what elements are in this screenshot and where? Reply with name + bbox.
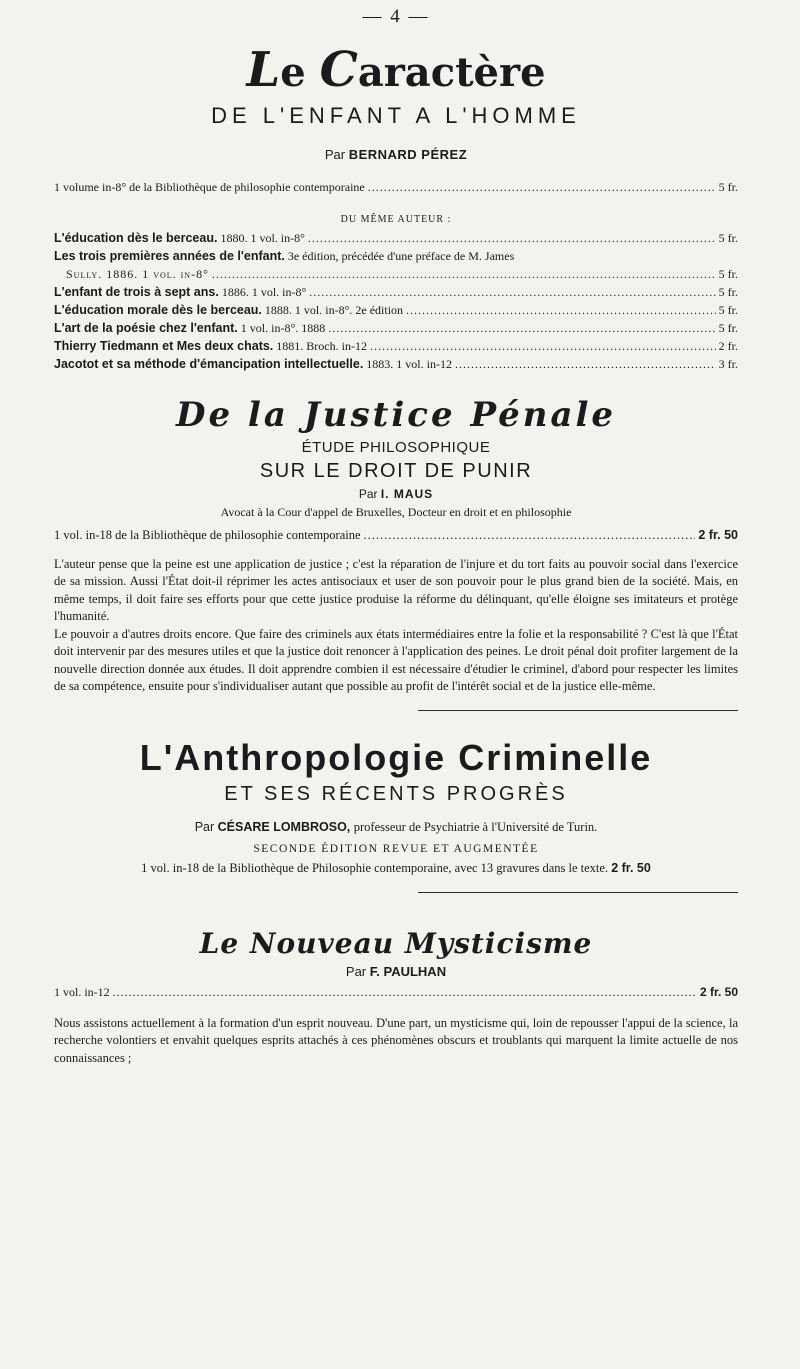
book2-paragraph-2: Le pouvoir a d'autres droits encore. Que faire des criminels aux états intermédiaires entre la folie et la responsabilité ? C'est là que l'État doit intervenir par des mesures utiles et que la justice doit renoncer à l'application des peines. Le droit pénal doit profiter largement de la nouvelle direction donnée aux études. Il doit apprendre combien il est nécessaire d'étudier le criminel, d'abord pour respecter les limites de sa compétence, ensuite pour s'individualiser autant que possible au profit de l'intérêt social et de la justice elle-même. xyxy=(54,626,738,694)
leader-dots xyxy=(308,229,716,247)
book2-author: I. MAUS xyxy=(380,486,434,501)
book3-price: 2 fr. 50 xyxy=(611,860,651,875)
same-author-heading: DU MÊME AUTEUR : xyxy=(340,213,452,225)
book4-author-prefix: Par xyxy=(345,963,367,979)
book1-title-part-1: e xyxy=(280,49,306,96)
book4-author-line xyxy=(54,964,738,979)
work-row-2 xyxy=(54,283,738,301)
book4-edition-row xyxy=(54,983,738,1001)
work-details: 1880. 1 vol. in-8° xyxy=(220,230,305,245)
leader-dots xyxy=(364,526,696,544)
work-price: 2 fr. xyxy=(718,338,738,353)
book2-author-line xyxy=(54,487,738,501)
book2-edition: 1 vol. in-18 de la Bibliothèque de philosophie contemporaine xyxy=(54,527,361,542)
book4-author: F. PAULHAN xyxy=(369,963,447,979)
book1-price: 5 fr. xyxy=(718,179,738,194)
work-price: 5 fr. xyxy=(718,266,738,281)
work-row-6 xyxy=(54,355,738,373)
work-title: L'éducation morale dès le berceau. xyxy=(54,302,262,317)
section-divider xyxy=(418,710,738,711)
work-title: L'art de la poésie chez l'enfant. xyxy=(54,320,238,335)
work-details: 1881. Broch. in-12 xyxy=(276,338,367,353)
work-details: 3e édition, précédée d'une préface de M. James xyxy=(287,248,515,263)
book1-title xyxy=(54,44,738,97)
book4-paragraph: Nous assistons actuellement à la formation d'un esprit nouveau. D'une part, un mysticisme qui, loin de repousser l'appui de la science, la recherche volontiers et envahit quelques esprits attachés à ces phénomènes obscurs et troublants qui marquent la limite actuelle de nos connaissances ; xyxy=(54,1015,738,1065)
book1-subtitle: DE L'ENFANT A L'HOMME xyxy=(211,102,581,128)
work-row-0 xyxy=(54,229,738,247)
book3-author-line xyxy=(54,820,738,835)
work-title: Jacotot et sa méthode d'émancipation intellectuelle. xyxy=(54,356,364,371)
book2-edition-row xyxy=(54,526,738,544)
book3-author-role: professeur de Psychiatrie à l'Université de Turin. xyxy=(353,819,598,834)
book1-author-line xyxy=(54,147,738,162)
work-row-1-line2 xyxy=(54,265,738,283)
work-title: L'enfant de trois à sept ans. xyxy=(54,284,219,299)
book1-author: BERNARD PÉREZ xyxy=(348,146,468,162)
work-details-continued: Sully. 1886. 1 vol. in-8° xyxy=(66,266,209,281)
book2-price: 2 fr. 50 xyxy=(698,527,738,542)
book3-author-prefix: Par xyxy=(194,819,215,834)
work-details: 1888. 1 vol. in-8°. 2e édition xyxy=(264,302,404,317)
book1-edition-row xyxy=(54,178,738,196)
book1-edition: 1 volume in-8° de la Bibliothèque de philosophie contemporaine xyxy=(54,179,365,194)
leader-dots xyxy=(368,178,716,196)
book4-title: Le Nouveau Mysticisme xyxy=(199,926,593,960)
work-title: L'éducation dès le berceau. xyxy=(54,230,218,245)
work-price: 5 fr. xyxy=(718,320,738,335)
leader-dots xyxy=(406,301,716,319)
book4-edition: 1 vol. in-12 xyxy=(54,984,110,999)
work-price: 3 fr. xyxy=(718,356,738,371)
book3-edition: 1 vol. in-18 de la Bibliothèque de Philosophie contemporaine, avec 13 gravures dans le texte. xyxy=(141,860,609,875)
book4-price: 2 fr. 50 xyxy=(699,984,738,999)
work-row-5 xyxy=(54,337,738,355)
leader-dots xyxy=(113,983,697,1001)
work-row-4 xyxy=(54,319,738,337)
leader-dots xyxy=(309,283,715,301)
work-price: 5 fr. xyxy=(718,302,738,317)
book2-author-prefix: Par xyxy=(358,486,378,501)
leader-dots xyxy=(455,355,716,373)
work-title: Les trois premières années de l'enfant. xyxy=(54,248,285,263)
book2-title: De la Justice Pénale xyxy=(175,394,617,435)
book2-affiliation: Avocat à la Cour d'appel de Bruxelles, Docteur en droit et en philosophie xyxy=(220,504,572,519)
leader-dots xyxy=(370,337,716,355)
book3-edition-line xyxy=(54,861,738,876)
book3-subtitle: ET SES RÉCENTS PROGRÈS xyxy=(224,782,568,805)
page-number: — 4 — xyxy=(362,6,430,27)
work-row-1-line1 xyxy=(54,247,738,265)
book1-author-prefix: Par xyxy=(324,146,346,162)
book3-edition-note: SECONDE ÉDITION REVUE ET AUGMENTÉE xyxy=(253,842,539,855)
book3-title: L'Anthropologie Criminelle xyxy=(139,736,653,778)
section-divider xyxy=(418,892,738,893)
book2-subtitle-1: ÉTUDE PHILOSOPHIQUE xyxy=(301,438,491,456)
book1-title-initial-2: C xyxy=(319,42,358,98)
work-price: 5 fr. xyxy=(718,230,738,245)
leader-dots xyxy=(212,265,716,283)
work-title: Thierry Tiedmann et Mes deux chats. xyxy=(54,338,274,353)
book2-paragraph-1: L'auteur pense que la peine est une application de justice ; c'est la réparation de l'injure et du tort faits au pouvoir social dans l'exercice de sa mission. Aussi l'État doit-il réprimer les actes antisociaux et user de son pouvoir pour le plus grand bien de la société. Mais, en même temps, il doit faire ses efforts pour que cette justice produise la réforme du délinquant, qu'elle éloigne ses imitateurs et protège l'humanité. xyxy=(54,556,738,624)
work-details: 1883. 1 vol. in-12 xyxy=(366,356,452,371)
work-price: 5 fr. xyxy=(718,284,738,299)
book2-subtitle-2: SUR LE DROIT DE PUNIR xyxy=(259,459,533,482)
book1-title-initial-1: L xyxy=(246,42,281,98)
work-row-3 xyxy=(54,301,738,319)
book1-title-part-2: aractère xyxy=(357,49,546,96)
work-details: 1 vol. in-8°. 1888 xyxy=(240,320,326,335)
work-details: 1886. 1 vol. in-8° xyxy=(221,284,307,299)
leader-dots xyxy=(328,319,715,337)
book3-author: CÉSARE LOMBROSO, xyxy=(217,819,351,834)
